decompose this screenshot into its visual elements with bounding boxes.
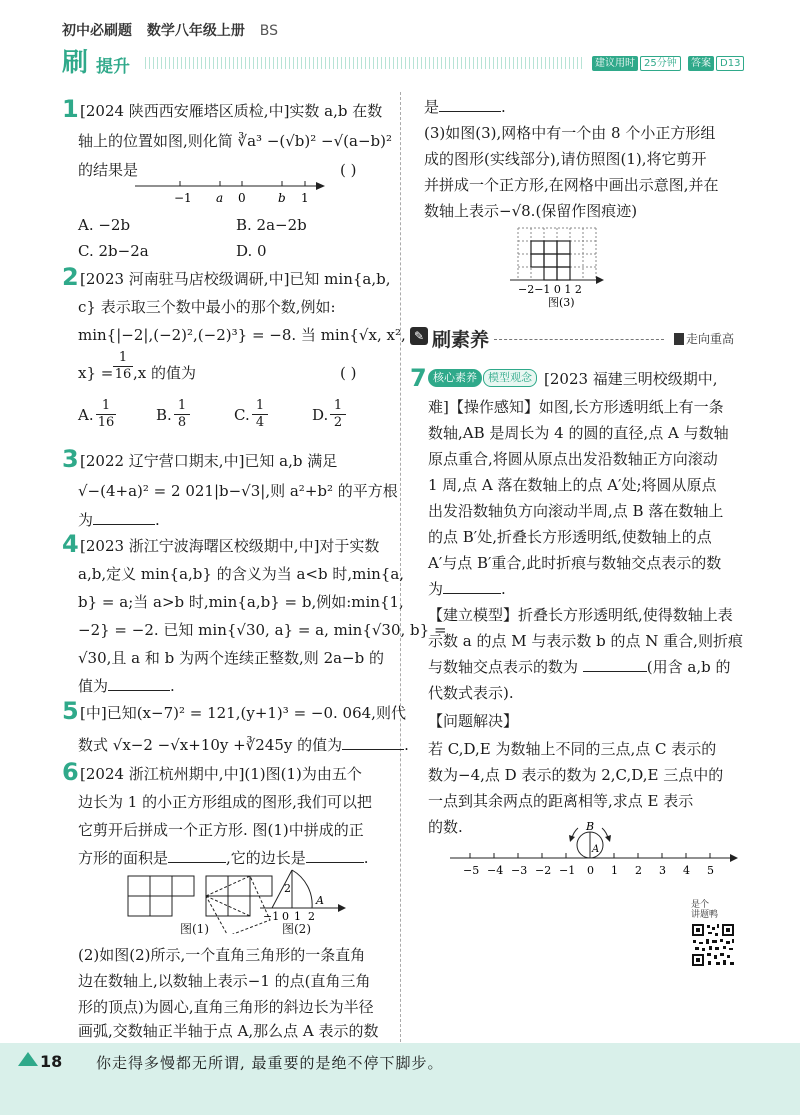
edition: BS <box>259 23 278 39</box>
q3-line-2: √−(4+a)² = 2 021|b−√3|,则 a²+b² 的平方根 <box>78 482 398 500</box>
q7-line-16: 数为−4,点 D 表示的数为 2,C,D,E 三点中的 <box>428 766 724 784</box>
question-number-5: 5 <box>62 697 79 725</box>
pen-icon: ✎ <box>410 327 428 345</box>
answer-value: D13 <box>716 56 744 71</box>
section-title: 刷素养 <box>432 329 490 351</box>
q2-option-c-frac <box>252 398 268 431</box>
section-small-label: 提升 <box>96 57 130 77</box>
q1-axis-label: b <box>278 191 286 205</box>
q7-line-6: 出发沿数轴负方向滚动半周,点 B 落在数轴上 <box>428 502 724 520</box>
question-number-6: 6 <box>62 758 79 786</box>
q7-axis-label: −5 <box>463 864 480 877</box>
footer-motto: 你走得多慢都无所谓, 最重要的是绝不停下脚步。 <box>96 1054 444 1072</box>
q6-p2-line-1: (2)如图(2)所示,一个直角三角形的一条直角 <box>78 946 366 964</box>
q2-fraction <box>113 350 133 383</box>
q1-option-d: D. 0 <box>236 242 267 260</box>
fig2-label: A <box>316 894 324 907</box>
section-right-label <box>674 330 734 347</box>
frac-num: 1 <box>330 398 346 415</box>
question-number-2: 2 <box>62 263 79 291</box>
qr-label <box>691 900 718 920</box>
q7-line-9-text: 为 <box>428 580 444 598</box>
q2-option-letter: B. <box>156 406 172 424</box>
section-big-label: 刷 <box>62 48 89 78</box>
q7-line-18: 的数. <box>428 818 463 836</box>
q7-line-4: 原点重合,将圆从原点出发沿数轴正方向滚动 <box>428 450 718 468</box>
frac-num: 1 <box>174 398 190 415</box>
q7-axis-label: 1 <box>611 864 618 877</box>
q2-option-d-frac <box>330 398 346 431</box>
fig3-caption: 图(3) <box>548 296 575 309</box>
q3-answer-blank[interactable] <box>93 524 155 525</box>
q5-line-2: 数式 √x−2 −√x+10y +∛245y 的值为 . <box>78 736 409 754</box>
q2-option-letter: C. <box>234 406 250 424</box>
fig2-label: 2 <box>284 882 291 895</box>
q2-option-letter: A. <box>78 406 94 424</box>
q2-fraction-den: 16 <box>114 367 132 382</box>
q6-p2-line-4: 画弧,交数轴正半轴于点 A,那么点 A 表示的数 <box>78 1022 379 1040</box>
q1-axis-label: a <box>216 191 224 205</box>
q4-line-4: −2} = −2. 已知 min{√30, a} = a, min{√30, b} = <box>78 621 447 639</box>
q1-line-1: [2024 陕西西安雁塔区质检,中]实数 a,b 在数 <box>80 102 383 120</box>
q7-axis-label: −3 <box>511 864 528 877</box>
question-number-3: 3 <box>62 445 79 473</box>
model-badge: 模型观念 <box>483 369 537 387</box>
q1-option-c: C. 2b−2a <box>78 242 149 260</box>
q7-axis-label: −1 <box>559 864 576 877</box>
q1-answer-paren: ( ) <box>340 161 357 179</box>
q6-figure-1-caption: 图(1) <box>180 922 209 936</box>
q6-figure-3 <box>508 224 608 310</box>
q4-line-1: [2023 浙江宁波海曙区校级期中,中]对于实数 <box>80 537 380 555</box>
q6-p3-line-2: 成的图形(实线部分),请仿照图(1),将它剪开 <box>424 150 707 168</box>
q4-line-6: 值为 . <box>78 677 175 695</box>
q1-option-a: A. −2b <box>78 216 131 234</box>
qr-label-1: 是个 <box>691 900 710 910</box>
building-icon <box>674 333 684 345</box>
frac-den: 2 <box>333 415 343 430</box>
section-divider <box>494 339 664 340</box>
q7-line-7: 的点 B′处,折叠长方形透明纸,使数轴上的点 <box>428 528 712 546</box>
q4-line-2: a,b,定义 min{a,b} 的含义为当 a<b 时,min{a, <box>78 565 405 583</box>
q6-p2-line-5-text: 是 <box>424 98 440 116</box>
q2-line-2: c} 表示取三个数中最小的那个数,例如: <box>78 298 336 316</box>
q6-figure-2-caption: 图(2) <box>282 922 311 936</box>
q6-p2-line-5: 是 . <box>424 98 506 116</box>
fig2-label: −1 <box>263 910 280 923</box>
q7-line-3: 数轴,AB 是周长为 4 的圆的直径,点 A 与数轴 <box>428 424 729 442</box>
q1-axis-label: 0 <box>238 191 246 205</box>
q7-line-10: 【建立模型】折叠长方形透明纸,使得数轴上表 <box>428 606 733 624</box>
q7-axis-label: 5 <box>707 864 714 877</box>
q7-point-b: B <box>586 820 595 833</box>
frac-den: 8 <box>177 415 187 430</box>
q1-line-2: 轴上的位置如图,则化简 ∛a³ −(√b)² −√(a−b)² <box>78 132 392 150</box>
qr-label-2: 讲题鸭 <box>691 910 719 920</box>
q6-line-4-text: 方形的面积是 <box>78 849 169 867</box>
q6-point-a-blank[interactable] <box>439 111 501 112</box>
q7-axis-label: 3 <box>659 864 666 877</box>
book-title: 初中必刷题 <box>62 23 132 39</box>
q6-p3-line-3: 并拼成一个正方形,在网格中画出示意图,并在 <box>424 176 719 194</box>
q7-line-12 <box>428 654 731 680</box>
q7-line-8: A′与点 B′重合,此时折痕与数轴交点表示的数 <box>428 554 722 572</box>
question-number-4: 4 <box>62 530 79 558</box>
subject: 数学八年级上册 <box>146 23 245 39</box>
q2-options <box>78 398 378 438</box>
q4-line-6-text: 值为 <box>78 677 109 695</box>
q6-line-4-mid: ,它的边长是 <box>226 849 306 867</box>
q7-line-11: 示数 a 的点 M 与表示数 b 的点 N 重合,则折痕 <box>428 632 743 650</box>
q1-number-line <box>130 178 330 208</box>
q7-axis-label: 2 <box>635 864 642 877</box>
q4-answer-blank[interactable] <box>108 690 170 691</box>
q4-line-5: √30,且 a 和 b 为两个连续正整数,则 2a−b 的 <box>78 649 384 667</box>
core-badge: 核心素养 <box>428 369 482 387</box>
q3-line-3: 为 . <box>78 511 160 529</box>
frac-num: 1 <box>252 398 268 415</box>
q2-option-b-frac <box>174 398 190 431</box>
q7-line-1: [2023 福建三明校级期中, <box>544 370 718 388</box>
section-right-text: 走向重高 <box>686 332 735 346</box>
q1-axis-label: −1 <box>174 191 192 205</box>
q7-axis-label: 4 <box>683 864 690 877</box>
q3-line-3-text: 为 <box>78 511 94 529</box>
q3-line-1: [2022 辽宁营口期末,中]已知 a,b 满足 <box>80 452 338 470</box>
q7-line-2: 难]【操作感知】如图,长方形透明纸上有一条 <box>428 398 724 416</box>
fig2-label: 2 <box>308 910 315 923</box>
q1-line-3: 的结果是 <box>78 161 139 179</box>
q7-line-5: 1 周,点 A 落在数轴上的点 A′处;将圆从原点 <box>428 476 717 494</box>
mountain-icon <box>18 1050 38 1066</box>
q6-p2-line-3: 形的顶点)为圆心,直角三角形的斜边长为半径 <box>78 998 374 1016</box>
time-label: 建议用时 <box>592 56 638 71</box>
q6-line-2: 边长为 1 的小正方形组成的图形,我们可以把 <box>78 793 372 811</box>
frac-den: 4 <box>255 415 265 430</box>
q2-answer-paren: ( ) <box>340 364 357 382</box>
q2-line-1: [2023 河南驻马店校级调研,中]已知 min{a,b, <box>80 270 391 288</box>
q7-line-17: 一点到其余两点的距离相等,求点 E 表示 <box>428 792 694 810</box>
q7-axis-label: 0 <box>587 864 594 877</box>
q2-line-3: min{|−2|,(−2)²,(−2)³} = −8. 当 min{√x, x², <box>78 326 406 344</box>
q7-line-13: 代数式表示). <box>428 684 514 702</box>
q1-axis-label: 1 <box>301 191 309 205</box>
q6-line-4: 方形的面积是 ,它的边长是 . <box>78 849 369 867</box>
q7-line-14: 【问题解决】 <box>428 712 519 730</box>
q6-figure-2 <box>258 862 348 924</box>
header-stripe <box>145 57 585 69</box>
q6-p3-line-4: 数轴上表示−√8.(保留作图痕迹) <box>424 202 638 220</box>
q6-line-3: 它剪开后拼成一个正方形. 图(1)中拼成的正 <box>78 821 364 839</box>
q6-p3-line-1: (3)如图(3),网格中有一个由 8 个小正方形组 <box>424 124 716 142</box>
q7-axis-label: −2 <box>535 864 552 877</box>
q5-line-2-text: 数式 √x−2 −√x+10y +∛245y 的值为 <box>78 736 343 754</box>
q7-axis-label: −4 <box>487 864 504 877</box>
qr-code-icon[interactable] <box>690 922 736 968</box>
q7-fold-blank[interactable] <box>443 593 501 594</box>
q6-p2-line-2: 边在数轴上,以数轴上表示−1 的点(直角三角 <box>78 972 371 990</box>
q7-number-line <box>448 818 743 880</box>
question-number-7: 7 <box>410 364 427 392</box>
q7-model-blank[interactable] <box>583 671 647 672</box>
q2-line-4-prefix: x} = <box>78 364 114 382</box>
time-value: 25分钟 <box>640 56 681 71</box>
q5-line-1: [中]已知(x−7)² = 121,(y+1)³ = −0. 064,则代 <box>80 704 406 722</box>
q2-option-a-frac <box>96 398 116 431</box>
q4-line-3: b} = a;当 a>b 时,min{a,b} = b,例如:min{1, <box>78 593 404 611</box>
fig3-axis-labels: −2−1 0 1 2 <box>518 283 582 296</box>
q7-line-9: 为 . <box>428 580 506 598</box>
q7-line-15: 若 C,D,E 为数轴上不同的三点,点 C 表示的 <box>428 740 717 758</box>
q2-fraction-num: 1 <box>113 350 133 367</box>
fig2-label: 1 <box>294 910 301 923</box>
answer-label: 答案 <box>688 56 714 71</box>
frac-den: 16 <box>97 415 115 430</box>
q7-point-a: A <box>592 844 600 855</box>
q7-line-12-post: (用含 a,b 的 <box>646 658 731 676</box>
q2-option-letter: D. <box>312 406 329 424</box>
running-header <box>62 20 288 40</box>
q2-line-4-suffix: ,x 的值为 <box>133 364 196 382</box>
q7-line-12-text: 与数轴交点表示的数为 <box>428 658 579 676</box>
question-number-1: 1 <box>62 95 79 123</box>
q1-option-b: B. 2a−2b <box>236 216 307 234</box>
fig2-label: 0 <box>282 910 289 923</box>
page-number: 18 <box>40 1052 63 1071</box>
q6-line-1: [2024 浙江杭州期中,中](1)图(1)为由五个 <box>80 765 362 783</box>
q6-area-blank[interactable] <box>168 862 226 863</box>
frac-num: 1 <box>96 398 116 415</box>
q5-answer-blank[interactable] <box>342 749 404 750</box>
